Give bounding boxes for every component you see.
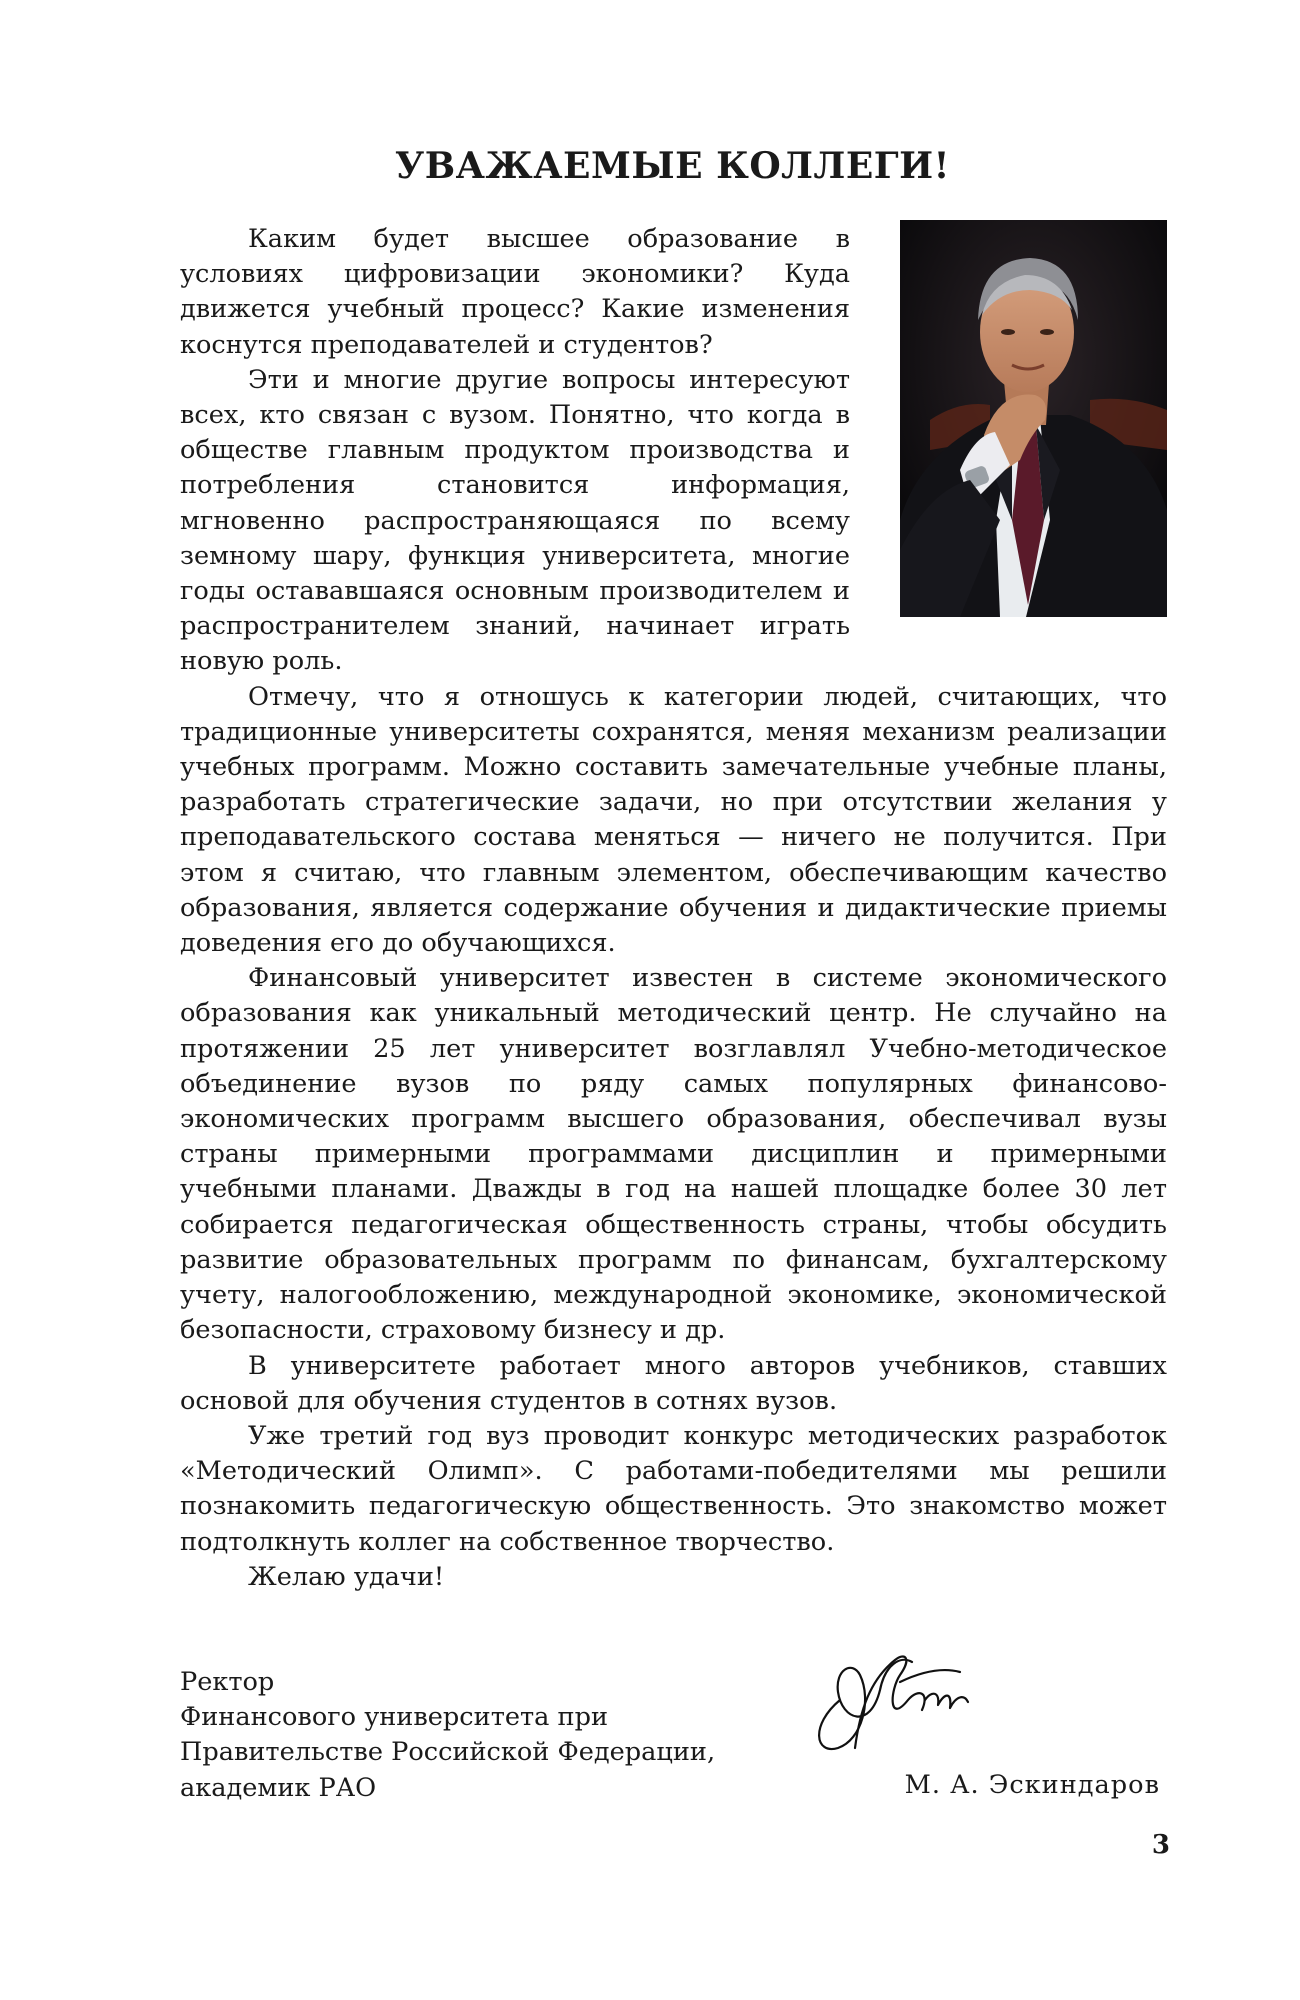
- paragraph-7: Желаю удачи!: [248, 1561, 445, 1592]
- handwritten-signature: [800, 1630, 980, 1760]
- paragraph-6: Уже третий год вуз проводит конкурс методических разработок «Методический Олимп». С работами-победителями мы решили познакомить педагогическую общественность. Это знакомство может подтолкнуть коллег на собственное творчество.: [180, 1420, 1167, 1557]
- letter-body: [180, 222, 1167, 1595]
- signature-line-university: Финансового университета при: [180, 1702, 609, 1733]
- signature-line-academic: академик РАО: [180, 1772, 377, 1803]
- signer-name: М. А. Эскиндаров: [904, 1770, 1160, 1800]
- paragraph-1: Каким будет высшее образование в условиях цифровизации экономики? Куда движется учебный процесс? Какие изменения коснутся преподавателей и студентов?: [180, 224, 850, 360]
- page-number: 3: [1151, 1830, 1170, 1860]
- page-title: УВАЖАЕМЫЕ КОЛЛЕГИ!: [395, 145, 950, 187]
- paragraph-4: Финансовый университет известен в системе экономического образования как уникальный методический центр. Не случайно на протяжении 25 лет университет возглавлял Учебно-методическое объединение вузов по ряду самых популярных финансово-экономических программ высшего образования, обеспечивал вузы страны примерными программами дисциплин и примерными учебными планами. Дважды в год на нашей площадке более 30 лет собирается педагогическая общественность страны, чтобы обсудить развитие образовательных программ по финансам, бухгалтерскому учету, налогообложению, международной экономике, экономической безопасности, страховому бизнесу и др.: [180, 963, 1167, 1346]
- paragraph-3: Отмечу, что я отношусь к категории людей, считающих, что традиционные университеты сохранятся, меняя механизм реализации учебных программ. Можно составить замечательные учебные планы, разработать стратегические задачи, но при отсутствии желания у преподавательского состава меняться — ничего не получится. При этом я считаю, что главным элементом, обеспечивающим качество образования, является содержание обучения и дидактические приемы доведения его до обучающихся.: [180, 681, 1167, 959]
- signature-block: [180, 1665, 715, 1806]
- paragraph-2: Эти и многие другие вопросы интересуют всех, кто связан с вузом. Понятно, что когда в обществе главным продуктом производства и потребления становится информация, мгновенно распространяющаяся по всему земному шару, функция университета, многие годы остававшаяся основным производителем и распространителем знаний, начинает играть новую роль.: [180, 364, 850, 677]
- signature-line-title: Ректор: [180, 1667, 275, 1697]
- signature-line-government: Правительстве Российской Федерации,: [180, 1737, 716, 1768]
- paragraph-5: В университете работает много авторов учебников, ставших основой для обучения студентов в сотнях вузов.: [180, 1350, 1167, 1416]
